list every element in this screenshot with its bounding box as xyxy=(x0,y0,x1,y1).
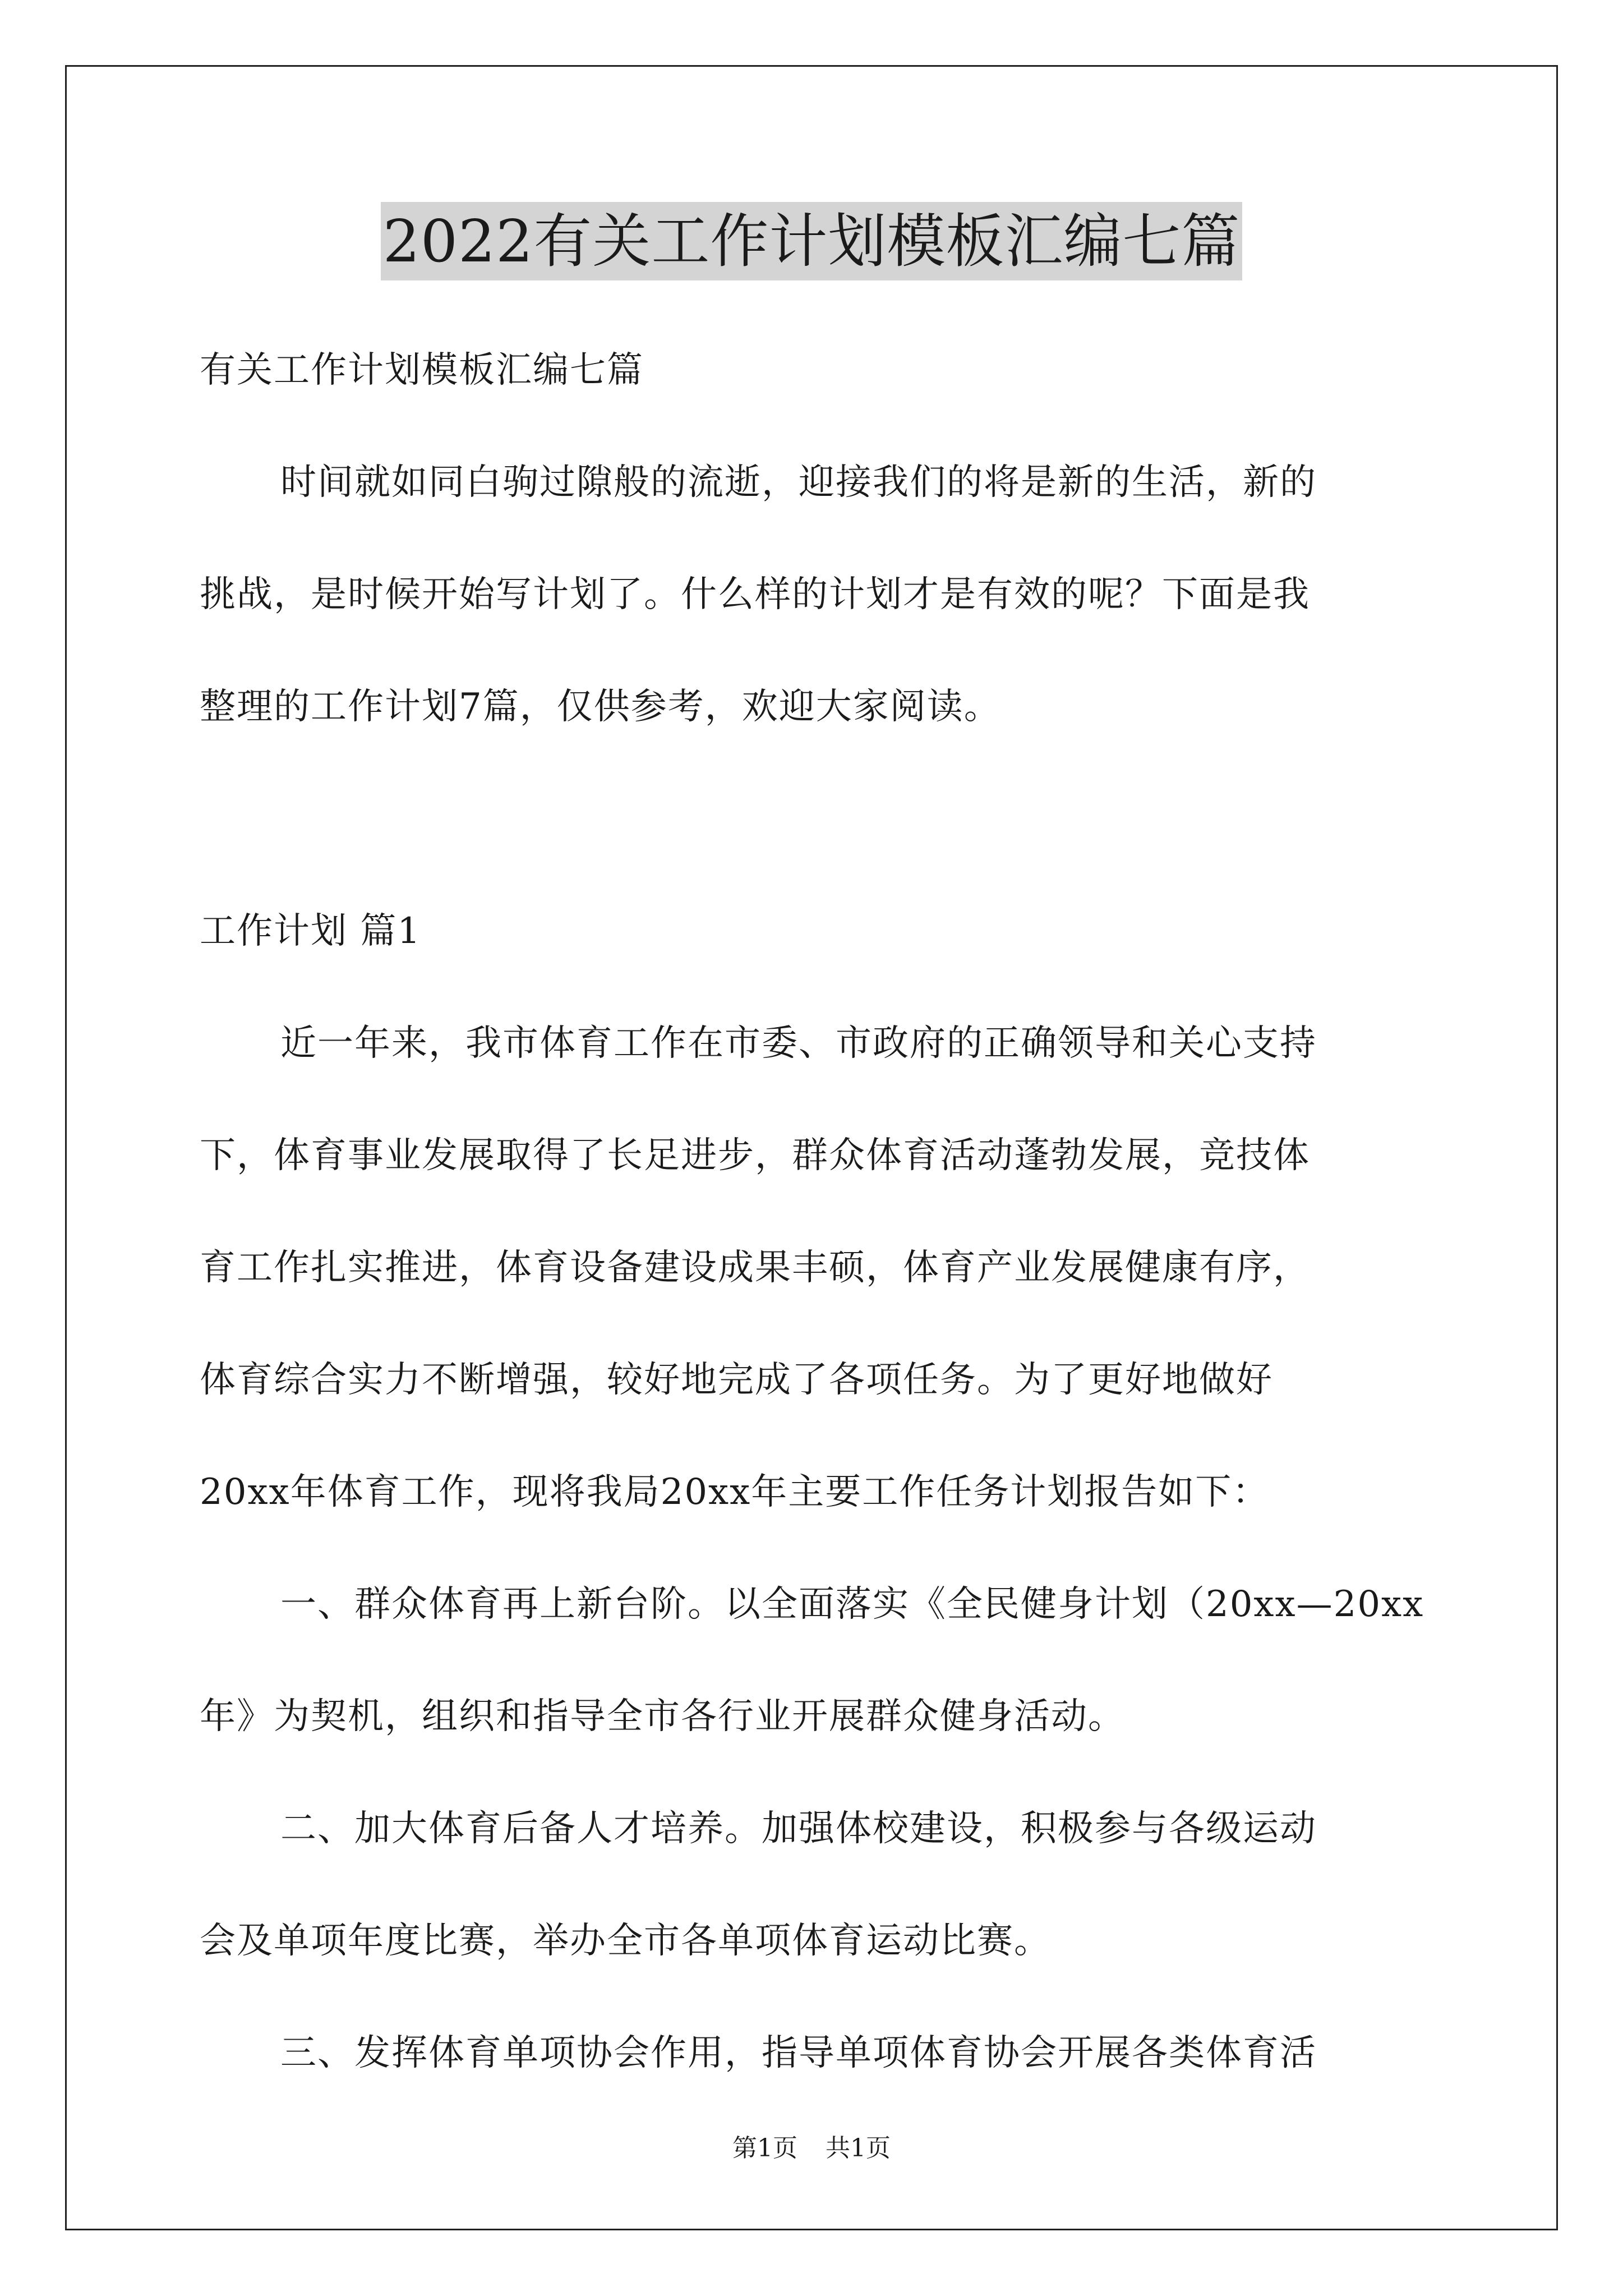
title-container xyxy=(0,202,1623,280)
paragraph-line: 年》为契机，组织和指导全市各行业开展群众健身活动。 xyxy=(200,1696,1125,1737)
paragraph-line: 会及单项年度比赛，举办全市各单项体育运动比赛。 xyxy=(200,1920,1051,1962)
paragraph-line: 时间就如同白驹过隙般的流逝，迎接我们的将是新的生活，新的 xyxy=(280,462,1317,503)
paragraph-line: 下，体育事业发展取得了长足进步，群众体育活动蓬勃发展，竞技体 xyxy=(200,1135,1310,1176)
paragraph-line: 挑战，是时候开始写计划了。什么样的计划才是有效的呢？下面是我 xyxy=(200,574,1310,615)
document-body xyxy=(200,314,1424,2109)
paragraph-line: 一、群众体育再上新台阶。以全面落实《全民健身计划（20xx—20xx xyxy=(280,1584,1424,1625)
paragraph-line: 整理的工作计划7篇，仅供参考，欢迎大家阅读。 xyxy=(200,686,1001,728)
paragraph-line: 二、加大体育后备人才培养。加强体校建设，积极参与各级运动 xyxy=(280,1808,1317,1849)
subtitle-line: 有关工作计划模板汇编七篇 xyxy=(200,349,644,391)
paragraph-line: 育工作扎实推进，体育设备建设成果丰硕，体育产业发展健康有序， xyxy=(200,1247,1310,1289)
paragraph-line: 体育综合实力不断增强，较好地完成了各项任务。为了更好地做好 xyxy=(200,1359,1273,1401)
page-footer xyxy=(0,2132,1623,2165)
paragraph-line: 20xx年体育工作，现将我局20xx年主要工作任务计划报告如下： xyxy=(200,1471,1270,1513)
page-total: 共1页 xyxy=(826,2134,891,2162)
section-heading: 工作计划 篇1 xyxy=(200,910,422,952)
paragraph-line: 三、发挥体育单项协会作用，指导单项体育协会开展各类体育活 xyxy=(280,2032,1317,2074)
blank-line xyxy=(200,763,1424,875)
paragraph-line: 近一年来，我市体育工作在市委、市政府的正确领导和关心支持 xyxy=(280,1023,1317,1064)
page-number: 第1页 xyxy=(732,2134,797,2162)
document-title: 2022有关工作计划模板汇编七篇 xyxy=(381,202,1243,280)
